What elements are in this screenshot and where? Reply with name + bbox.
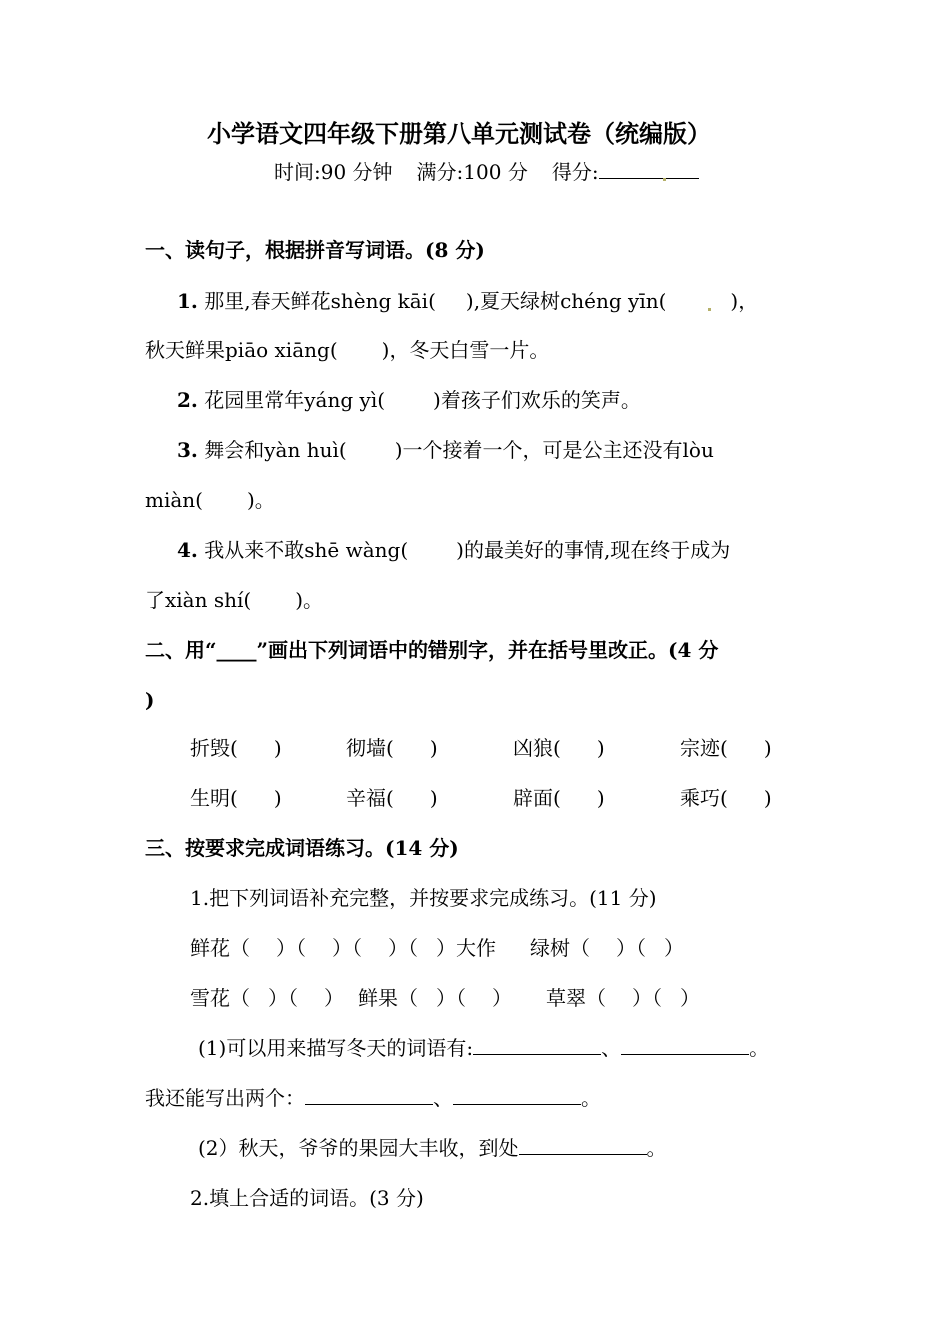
question-text: 我还能写出两个： — [145, 1086, 305, 1110]
word: 生明 — [190, 786, 230, 810]
wrong-word-item: 彻墙( ) — [346, 736, 438, 760]
question-text: 秋天鲜果 — [145, 338, 225, 362]
sub-question-2: 2.填上合适的词语。(3 分) — [190, 1186, 424, 1210]
word-fill-row-1: 鲜花（ ）（ ）（ ）（ ）大作 绿树（ ）（ ） — [190, 936, 684, 960]
question-text: 我从来不敢 — [204, 538, 305, 562]
separator: 、 — [601, 1036, 622, 1060]
punctuation: 。 — [646, 1136, 667, 1160]
wrong-word-item: 乘巧( ) — [680, 786, 772, 810]
pinyin: yàn huì — [264, 438, 339, 462]
punctuation: 。 — [581, 1086, 601, 1110]
word: 大作 — [456, 936, 496, 960]
word: 鲜果 — [358, 986, 398, 1010]
pinyin: lòu — [682, 438, 714, 462]
wrong-word-item: 折毁( ) — [190, 736, 282, 760]
section2-heading-cont: ) — [145, 688, 155, 712]
question-text: (2）秋天，爷爷的果园大丰收，到处 — [198, 1136, 519, 1160]
word: 鲜花 — [190, 936, 230, 960]
pinyin: shē wàng — [304, 538, 401, 562]
question-text: 一个接着一个，可是公主还没有 — [402, 438, 683, 462]
word: 辟面 — [513, 786, 553, 810]
separator: 、 — [433, 1086, 453, 1110]
question-text: 了 — [145, 588, 165, 612]
section2-heading: 二、用“____”画出下列词语中的错别字，并在括号里改正。(4 分 — [145, 638, 719, 662]
exam-info — [274, 158, 699, 186]
sub-question-1: 1.把下列词语补充完整，并按要求完成练习。(11 分) — [190, 886, 657, 910]
pinyin: chéng yīn — [560, 289, 659, 313]
pinyin: yáng yì — [304, 388, 378, 412]
wrong-word-item: 凶狼( ) — [513, 736, 605, 760]
word: 彻墙 — [346, 736, 386, 760]
word: 宗迹 — [680, 736, 720, 760]
question-text: 的最美好的事情,现在终于成为 — [463, 538, 731, 562]
word: 辛福 — [346, 786, 386, 810]
question-number: 4. — [177, 538, 198, 562]
punctuation: 。 — [749, 1036, 770, 1060]
pinyin: miàn — [145, 488, 196, 512]
word: 草翠 — [546, 986, 586, 1010]
answer-line[interactable] — [473, 1034, 601, 1055]
question-3-line-2: miàn( )。 — [145, 488, 275, 512]
question-text: ，冬天白雪一片。 — [389, 338, 550, 362]
pinyin: piāo xiāng — [225, 338, 330, 362]
question-text: 着孩子们欢乐的笑声。 — [440, 388, 641, 412]
word: 凶狼 — [513, 736, 553, 760]
question-text: 。 — [303, 588, 324, 612]
practice-2 — [198, 1134, 667, 1162]
answer-line[interactable] — [453, 1084, 581, 1105]
question-text: 舞会和 — [204, 438, 265, 462]
question-3-line-1: 3. 舞会和yàn huì( )一个接着一个，可是公主还没有lòu — [177, 438, 714, 462]
word: 绿树 — [530, 936, 570, 960]
speck-mark — [663, 178, 666, 181]
practice-1-cont — [145, 1084, 601, 1112]
answer-line[interactable] — [519, 1134, 647, 1155]
question-text: ,夏天绿树 — [473, 289, 561, 313]
question-text: 。 — [254, 488, 275, 512]
speck-mark — [708, 308, 711, 311]
score-label: 得分: — [551, 160, 599, 184]
question-number: 2. — [177, 388, 198, 412]
question-4-line-2: 了xiàn shí( )。 — [145, 588, 324, 612]
question-text: (1)可以用来描写冬天的词语有: — [198, 1036, 474, 1060]
section3-heading: 三、按要求完成词语练习。(14 分) — [145, 836, 459, 860]
question-text: 那里,春天鲜花 — [204, 289, 331, 313]
answer-line[interactable] — [621, 1034, 749, 1055]
score-blank[interactable] — [599, 158, 699, 179]
word: 雪花 — [190, 986, 230, 1010]
wrong-word-item: 辟面( ) — [513, 786, 605, 810]
wrong-word-item: 宗迹( ) — [680, 736, 772, 760]
time-info: 时间:90 分钟 — [274, 160, 393, 184]
practice-1 — [198, 1034, 769, 1062]
question-number: 1. — [177, 289, 198, 313]
section1-heading: 一、读句子，根据拼音写词语。(8 分) — [145, 238, 485, 262]
page-title: 小学语文四年级下册第八单元测试卷（统编版） — [207, 119, 711, 148]
question-number: 3. — [177, 438, 198, 462]
question-1-line-2: 秋天鲜果piāo xiāng( )，冬天白雪一片。 — [145, 338, 550, 362]
question-4-line-1: 4. 我从来不敢shē wàng( )的最美好的事情,现在终于成为 — [177, 538, 731, 562]
question-2: 2. 花园里常年yáng yì( )着孩子们欢乐的笑声。 — [177, 388, 641, 412]
question-1-line-1: 1. 那里,春天鲜花shèng kāi( ),夏天绿树chéng yīn( )， — [177, 289, 759, 313]
question-text: 花园里常年 — [204, 388, 305, 412]
full-score-info: 满分:100 分 — [416, 160, 528, 184]
wrong-word-item: 生明( ) — [190, 786, 282, 810]
pinyin: shèng kāi — [330, 289, 429, 313]
wrong-word-item: 辛福( ) — [346, 786, 438, 810]
answer-line[interactable] — [305, 1084, 433, 1105]
word: 折毁 — [190, 736, 230, 760]
word-fill-row-2: 雪花（ ）（ ） 鲜果（ ）（ ） 草翠（ ）（ ） — [190, 986, 700, 1010]
pinyin: xiàn shí — [165, 588, 244, 612]
word: 乘巧 — [680, 786, 720, 810]
